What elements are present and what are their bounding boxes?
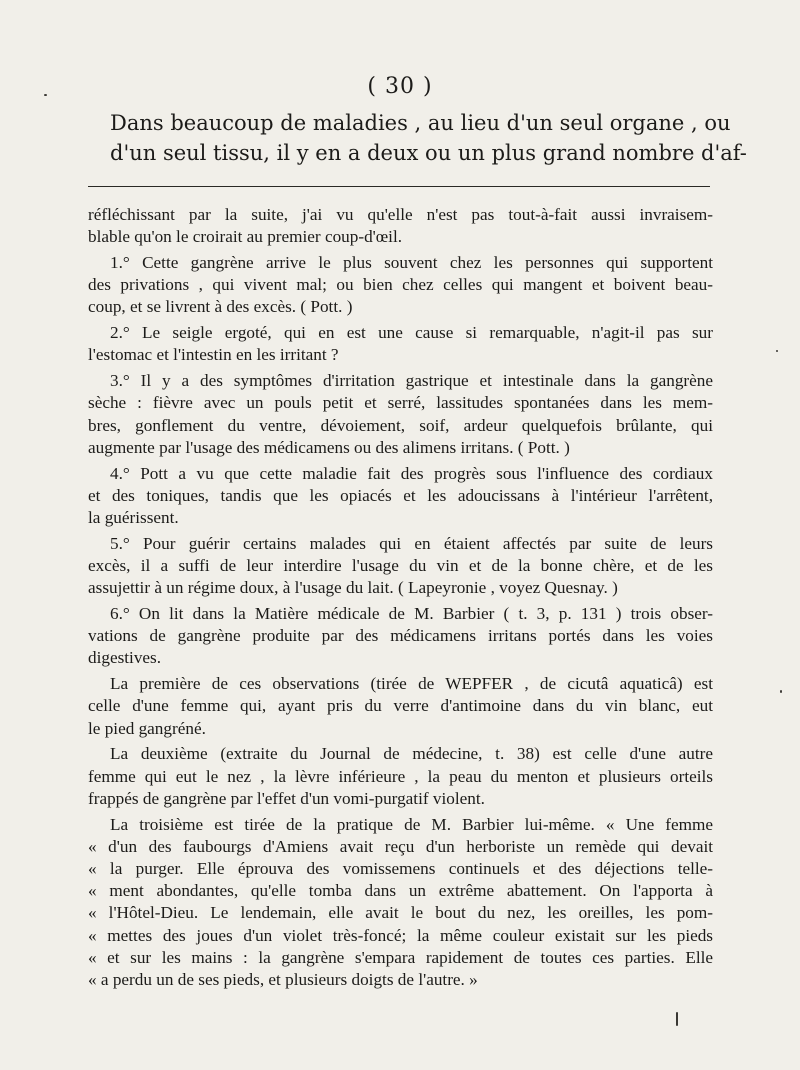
speck (676, 1012, 678, 1026)
footnote-paragraph (88, 743, 713, 810)
footnote-line: coup, et se livrent à des excès. ( Pott. ) (88, 297, 353, 317)
footnote-line: « a perdu un de ses pieds, et plusieurs doigts de l'autre. » (88, 970, 478, 990)
footnote-block (88, 204, 713, 995)
footnote-paragraph (88, 603, 713, 670)
footnote-line: La première de ces observations (tirée de WEPFER , de cicutâ aquaticâ) est (110, 674, 713, 694)
footnote-line: 3.° Il y a des symptômes d'irritation gastrique et intestinale dans la gangrène (110, 371, 713, 391)
footnote-line: « l'Hôtel-Dieu. Le lendemain, elle avait le bout du nez, les oreilles, les pom- (88, 903, 713, 923)
footnote-line: « d'un des faubourgs d'Amiens avait reçu d'un herboriste un remède qui devait (88, 836, 713, 856)
footnote-paragraph (88, 463, 713, 530)
footnote-line: celle d'une femme qui, ayant pris du verre d'antimoine dans du vin blanc, eut (88, 696, 713, 716)
footnote-line: blable qu'on le croirait au premier coup-d'œil. (88, 227, 403, 247)
footnote-line: 4.° Pott a vu que cette maladie fait des progrès sous l'influence des cordiaux (110, 463, 713, 483)
footnote-line: sèche : fièvre avec un pouls petit et serré, lassitudes spontanées dans les mem- (88, 393, 713, 413)
footnote-line: digestives. (88, 648, 162, 668)
footnote-line: La troisième est tirée de la pratique de M. Barbier lui-même. « Une femme (110, 814, 713, 834)
footnote-paragraph (88, 673, 713, 740)
speck (776, 350, 778, 352)
footnote-line: 1.° Cette gangrène arrive le plus souvent chez les personnes qui supportent (110, 253, 713, 272)
footnote-paragraph (88, 814, 713, 992)
footnote-line: 2.° Le seigle ergoté, qui en est une cause si remarquable, n'agit-il pas sur (110, 323, 713, 343)
speck (780, 690, 782, 693)
footnote-line: 5.° Pour guérir certains malades qui en étaient affectés par suite de leurs (110, 533, 713, 553)
footnote-line: bres, gonflement du ventre, dévoiement, soif, ardeur quelquefois brûlante, qui (88, 415, 713, 435)
footnote-line: vations de gangrène produite par des médicamens irritans portés dans les voies (88, 626, 713, 646)
footnote-line: 6.° On lit dans la Matière médicale de M. Barbier ( t. 3, p. 131 ) trois obser- (110, 604, 713, 624)
footnote-line: « ment abondantes, qu'elle tomba dans un extrême abattement. On l'apporta à (88, 881, 713, 901)
footnote-separator-rule (88, 186, 710, 187)
footnote-line: assujettir à un régime doux, à l'usage du lait. ( Lapeyronie , voyez Quesnay. ) (88, 578, 618, 598)
footnote-line: réfléchissant par la suite, j'ai vu qu'elle n'est pas tout-à-fait aussi invraisem- (88, 205, 713, 224)
footnote-line: la guérissent. (88, 508, 179, 528)
footnote-line: augmente par l'usage des médicamens ou des alimens irritans. ( Pott. ) (88, 437, 570, 457)
main-text-line: Dans beaucoup de maladies , au lieu d'un seul organe , ou (110, 111, 731, 135)
footnote-line: des privations , qui vivent mal; ou bien chez celles qui mangent et boivent beau- (88, 275, 713, 295)
footnote-line: « et sur les mains : la gangrène s'empara rapidement de toutes ces parties. Elle (88, 947, 713, 967)
footnote-paragraph (88, 204, 713, 248)
footnote-line: femme qui eut le nez , la lèvre inférieure , la peau du menton et plusieurs orteils (88, 766, 713, 786)
speck (44, 94, 47, 96)
footnote-line: et des toniques, tandis que les opiacés et les adoucissans à l'intérieur l'arrêtent, (88, 485, 713, 505)
footnote-line: frappés de gangrène par l'effet d'un vomi-purgatif violent. (88, 788, 485, 808)
footnote-line: « la purger. Elle éprouva des vomissemens continuels et des déjections telle- (88, 859, 713, 879)
footnote-paragraph (88, 252, 713, 319)
main-text-line: d'un seul tissu, il y en a deux ou un plus grand nombre d'af- (110, 141, 747, 165)
footnote-line: « mettes des joues d'un violet très-foncé; la même couleur existait sur les pieds (88, 925, 713, 945)
footnote-paragraph (88, 370, 713, 459)
footnote-line: le pied gangréné. (88, 718, 206, 738)
page-number: ( 30 ) (367, 74, 433, 99)
footnote-line: La deuxième (extraite du Journal de médecine, t. 38) est celle d'une autre (110, 744, 713, 764)
footnote-line: l'estomac et l'intestin en les irritant ? (88, 345, 339, 365)
footnote-paragraph (88, 322, 713, 366)
main-text (110, 108, 747, 168)
footnote-line: excès, il a suffi de leur interdire l'usage du vin et de la bonne chère, et de les (88, 556, 713, 576)
footnote-paragraph (88, 533, 713, 600)
